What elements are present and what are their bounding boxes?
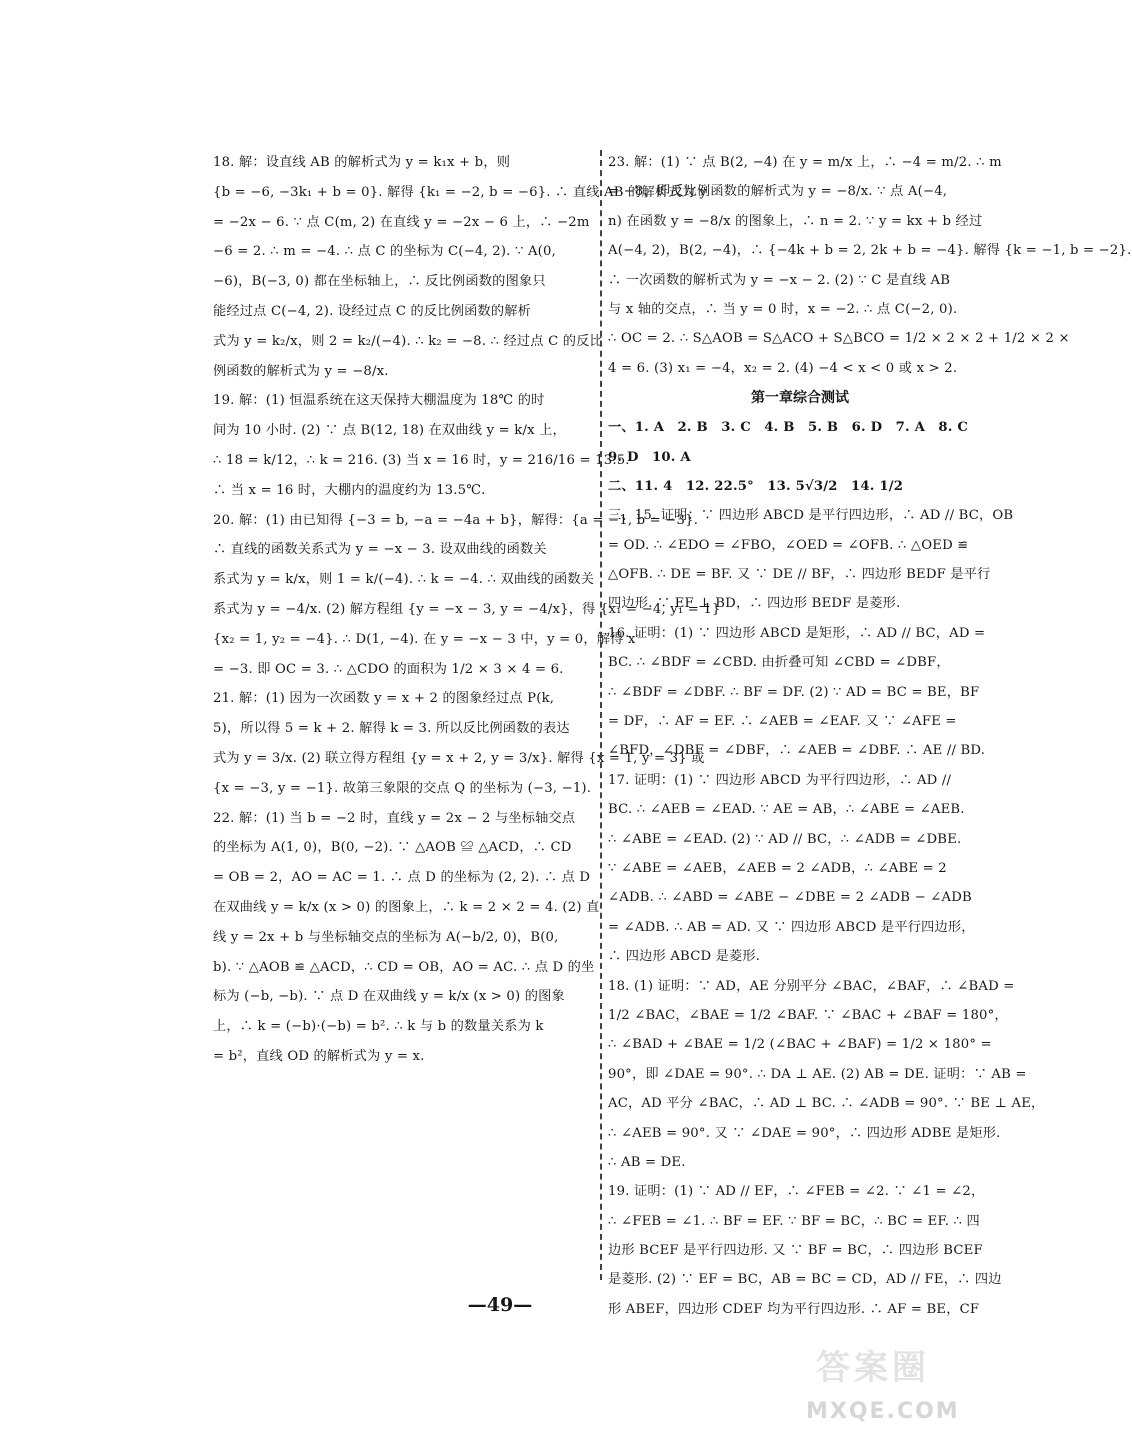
text-line: △OFB. ∴ DE = BF. 又 ∵ DE // BF，∴ 四边形 BEDF 是平行 [608, 567, 991, 583]
text-line: 式为 y = k₂/x，则 2 = k₂/(−4). ∴ k₂ = −8. ∴ 经过点 C 的反比 [213, 333, 603, 349]
text-line: 上，∴ k = (−b)·(−b) = b². ∴ k 与 b 的数量关系为 k [213, 1019, 544, 1035]
text-line: 5)，所以得 5 = k + 2. 解得 k = 3. 所以反比例函数的表达 [213, 721, 570, 737]
solution-19 [213, 386, 630, 505]
text-line: ∴ ∠ABE = ∠EAD. (2) ∵ AD // BC，∴ ∠ADB = ∠DBE. [608, 831, 962, 847]
text-line: −6)，B(−3, 0) 都在坐标轴上，∴ 反比例函数的图象只 [213, 274, 546, 290]
right-column [608, 148, 1132, 1324]
text-line: 21. 解：(1) 因为一次函数 y = x + 2 的图象经过点 P(k, [213, 691, 555, 707]
text-line: BC. ∴ ∠AEB = ∠EAD. ∵ AE = AB，∴ ∠ABE = ∠AEB. [608, 802, 965, 818]
column-divider [600, 150, 602, 1280]
text-line: = −2x − 6. ∵ 点 C(m, 2) 在直线 y = −2x − 6 上，∴ −2m [213, 214, 590, 230]
section-title: 第一章综合测试 [751, 390, 849, 407]
text-line: AC，AD 平分 ∠BAC，∴ AD ⊥ BC. ∴ ∠ADB = 90°. ∵ BE ⊥ AE， [608, 1096, 1045, 1112]
text-line: = OD. ∴ ∠EDO = ∠FBO，∠OED = ∠OFB. ∴ △OED ≌ [608, 537, 969, 553]
text-line: = −3. 即 OC = 3. ∴ △CDO 的面积为 1/2 × 3 × 4 = 6. [213, 661, 564, 677]
watermark [806, 1340, 976, 1424]
text-line: b). ∵ △AOB ≌ △ACD，∴ CD = OB，AO = AC. ∴ 点 D 的坐 [213, 959, 595, 975]
text-line: 与 x 轴的交点，∴ 当 y = 0 时，x = −2. ∴ 点 C(−2, 0). [608, 301, 958, 317]
text-line: 系式为 y = −4/x. (2) 解方程组 {y = −x − 3, y = −4/x}，得 {x₁ = −4, y₁ = 1} [213, 601, 721, 617]
proof-16 [608, 619, 992, 766]
solution-20 [213, 506, 721, 685]
text-line: ∴ OC = 2. ∴ S△AOB = S△ACO + S△BCO = 1/2 × 2 × 2 + 1/2 × 2 × [608, 331, 1070, 347]
text-line: 23. 解：(1) ∵ 点 B(2, −4) 在 y = m/x 上，∴ −4 = m/2. ∴ m [608, 155, 1002, 170]
text-line: 19. 解：(1) 恒温系统在这天保持大棚温度为 18℃ 的时 [213, 393, 545, 409]
text-line: 在双曲线 y = k/x (x > 0) 的图象上，∴ k = 2 × 2 = 4. (2) 直 [213, 899, 600, 915]
text-line: ∠ADB. ∴ ∠ABD = ∠ABE − ∠DBE = 2 ∠ADB − ∠ADB [608, 890, 972, 906]
text-line: 系式为 y = k/x，则 1 = k/(−4). ∴ k = −4. ∴ 双曲线的函数关 [213, 572, 595, 588]
solution-21 [213, 684, 705, 803]
text-line: = ∠ADB. ∴ AB = AD. 又 ∵ 四边形 ABCD 是平行四边形， [608, 919, 975, 935]
text-line: {x = −3, y = −1}. 故第三象限的交点 Q 的坐标为 (−3, −1). [213, 780, 592, 796]
text-line: 能经过点 C(−4, 2). 设经过点 C 的反比例函数的解析 [213, 303, 532, 319]
text-line: ∵ ∠ABE = ∠AEB，∠AEB = 2 ∠ADB，∴ ∠ABE = 2 [608, 860, 947, 876]
text-line: ∴ AB = DE. [608, 1154, 686, 1170]
page-number: —49— [467, 1294, 533, 1316]
watermark-site: MXQE.COM [806, 1399, 960, 1424]
text-line: = −8，即反比例函数的解析式为 y = −8/x. ∵ 点 A(−4, [608, 184, 948, 200]
text-line: 4 = 6. (3) x₁ = −4，x₂ = 2. (4) −4 < x < 0 或 x > 2. [608, 360, 958, 376]
text-line: 18. 解：设直线 AB 的解析式为 y = k₁x + b，则 [213, 155, 511, 170]
text-line: 22. 解：(1) 当 b = −2 时，直线 y = 2x − 2 与坐标轴交点 [213, 810, 576, 826]
text-line: n) 在函数 y = −8/x 的图象上，∴ n = 2. ∵ y = kx + b 经过 [608, 213, 983, 229]
solution-23 [608, 148, 1132, 383]
text-line: ∴ 18 = k/12，∴ k = 216. (3) 当 x = 16 时，y = 216/16 = 13.5. [213, 452, 630, 468]
text-line: −6 = 2. ∴ m = −4. ∴ 点 C 的坐标为 C(−4, 2). ∵ A(0, [213, 244, 556, 260]
text-line: = OB = 2，AO = AC = 1. ∴ 点 D 的坐标为 (2, 2). ∴ 点 D [213, 870, 591, 886]
text-line: 间为 10 小时. (2) ∵ 点 B(12, 18) 在双曲线 y = k/x 上， [213, 423, 566, 439]
text-line: ∴ ∠BDF = ∠DBF. ∴ BF = DF. (2) ∵ AD = BC = BE，BF [608, 684, 980, 700]
text-line: ∴ ∠AEB = 90°. 又 ∵ ∠DAE = 90°，∴ 四边形 ADBE 是矩形. [608, 1125, 1001, 1141]
text-line: 线 y = 2x + b 与坐标轴交点的坐标为 A(−b/2, 0)，B(0, [213, 929, 559, 945]
text-line: 形 ABEF，四边形 CDEF 均为平行四边形. ∴ AF = BE，CF [608, 1301, 980, 1317]
proof-15 [608, 501, 1014, 619]
text-line: 三、15. 证明：∵ 四边形 ABCD 是平行四边形，∴ AD // BC，OB [608, 508, 1014, 524]
text-line: 的坐标为 A(1, 0)，B(0, −2). ∵ △AOB ≌ △ACD，∴ CD [213, 840, 572, 856]
watermark-logo: 答案圈 [816, 1348, 930, 1388]
text-line: ∠BFD，∠DBF = ∠DBF，∴ ∠AEB = ∠DBF. ∴ AE // BD. [608, 743, 986, 759]
text-line: = DF，∴ AF = EF. ∴ ∠AEB = ∠EAF. 又 ∵ ∠AFE = [608, 714, 957, 730]
solution-18 [213, 148, 707, 386]
proof-17 [608, 766, 992, 972]
text-line: 四边形. ∵ EF ⊥ BD，∴ 四边形 BEDF 是菱形. [608, 596, 901, 612]
text-line: ∴ 当 x = 16 时，大棚内的温度约为 13.5℃. [213, 482, 486, 498]
text-line: ∴ 四边形 ABCD 是菱形. [608, 949, 761, 965]
text-line: 是菱形. (2) ∵ EF = BC，AB = BC = CD，AD // FE，∴ 四边 [608, 1272, 1002, 1288]
text-line: 20. 解：(1) 由已知得 {−3 = b, −a = −4a + b}，解得：{a = −1, b = −3}. [213, 512, 699, 528]
text-line: {x₂ = 1, y₂ = −4}. ∴ D(1, −4). 在 y = −x − 3 中，y = 0，解得 x [213, 631, 636, 647]
text-line: 90°，即 ∠DAE = 90°. ∴ DA ⊥ AE. (2) AB = DE. 证明：∵ AB = [608, 1066, 1027, 1082]
text-line: 1/2 ∠BAC，∠BAE = 1/2 ∠BAF. ∵ ∠BAC + ∠BAF = 180°， [608, 1007, 1008, 1023]
text-line: 式为 y = 3/x. (2) 联立得方程组 {y = x + 2, y = 3/x}. 解得 {x = 1, y = 3} 或 [213, 750, 705, 766]
text-line: BC. ∴ ∠BDF = ∠CBD. 由折叠可知 ∠CBD = ∠DBF， [608, 655, 950, 671]
text-line: A(−4, 2)，B(2, −4)，∴ {−4k + b = 2, 2k + b = −4}. 解得 {k = −1, b = −2}. [608, 243, 1132, 259]
text-line: {b = −6, −3k₁ + b = 0}. 解得 {k₁ = −2, b = −6}. ∴ 直线 AB 的解析式为 y [213, 184, 707, 200]
solution-22 [213, 804, 600, 1072]
text-line: ∴ ∠FEB = ∠1. ∴ BF = EF. ∵ BF = BC，∴ BC = EF. ∴ 四 [608, 1213, 980, 1229]
text-line: ∴ 一次函数的解析式为 y = −x − 2. (2) ∵ C 是直线 AB [608, 272, 951, 288]
text-line: ∴ ∠BAD + ∠BAE = 1/2 (∠BAC + ∠BAF) = 1/2 × 180° = [608, 1037, 992, 1053]
answer-line: 二、11. 4 12. 22.5° 13. 5√3/2 14. 1/2 [608, 478, 904, 494]
proof-18 [608, 972, 1045, 1178]
text-line: 17. 证明：(1) ∵ 四边形 ABCD 为平行四边形，∴ AD // [608, 772, 952, 788]
text-line: = b²，直线 OD 的解析式为 y = x. [213, 1048, 425, 1064]
answer-key [608, 413, 992, 501]
text-line: 标为 (−b, −b). ∵ 点 D 在双曲线 y = k/x (x > 0) 的图象 [213, 989, 565, 1005]
text-line: 边形 BCEF 是平行四边形. 又 ∵ BF = BC，∴ 四边形 BCEF [608, 1243, 983, 1259]
text-line: ∴ 直线的函数关系式为 y = −x − 3. 设双曲线的函数关 [213, 542, 547, 558]
text-line: 19. 证明：(1) ∵ AD // EF，∴ ∠FEB = ∠2. ∵ ∠1 = ∠2， [608, 1184, 985, 1200]
text-line: 16. 证明：(1) ∵ 四边形 ABCD 是矩形，∴ AD // BC，AD = [608, 625, 986, 641]
answer-line: 9. D 10. A [608, 449, 691, 465]
text-line: 18. (1) 证明：∵ AD，AE 分别平分 ∠BAC，∠BAF，∴ ∠BAD = [608, 978, 1015, 994]
text-line: 例函数的解析式为 y = −8/x. [213, 363, 389, 379]
answer-line: 一、1. A 2. B 3. C 4. B 5. B 6. D 7. A 8. C [608, 420, 969, 436]
